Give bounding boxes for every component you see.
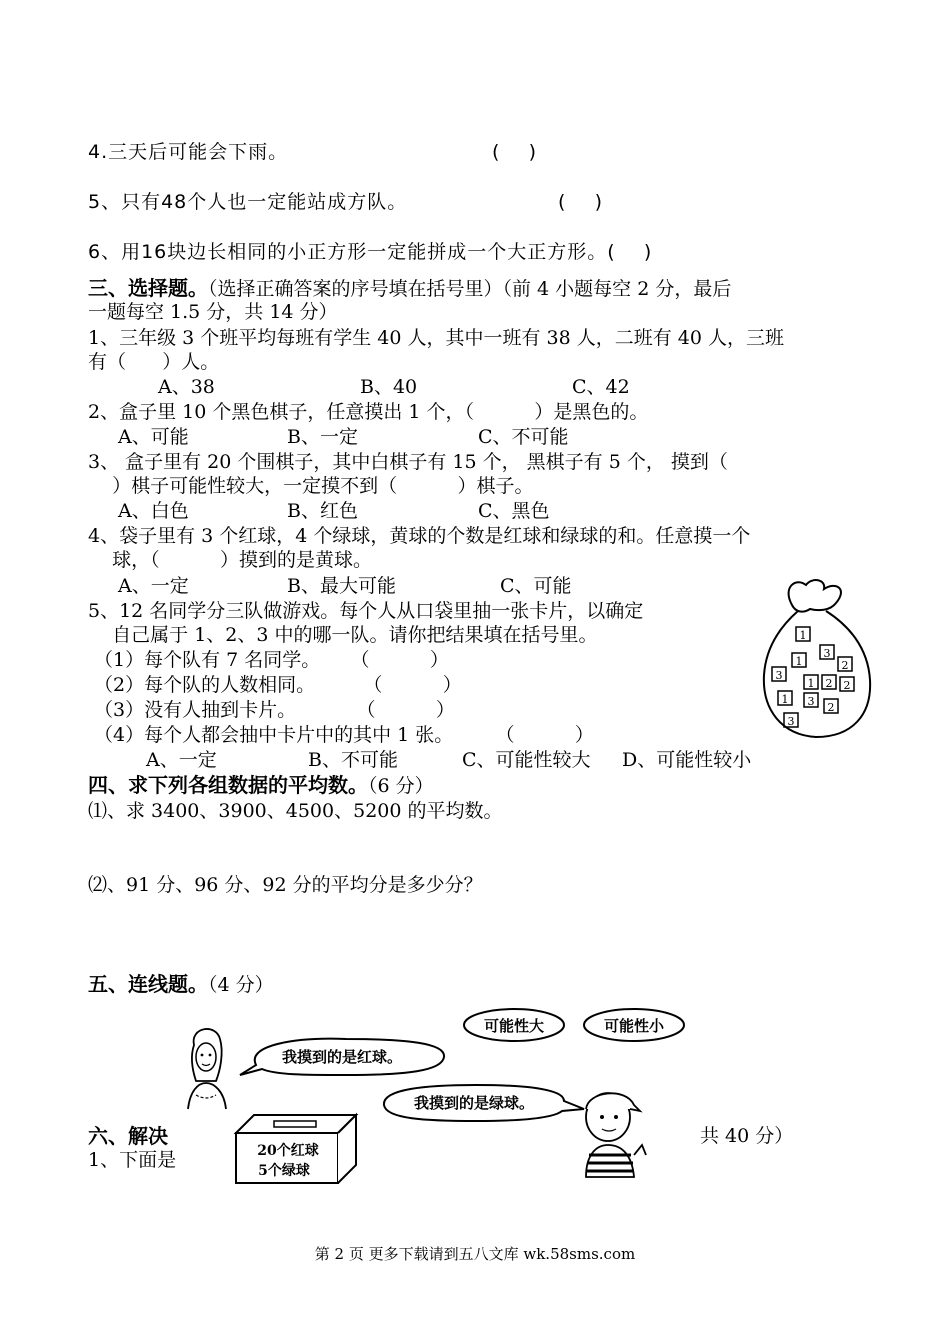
- bubble-small-label: 可能性小: [603, 1017, 665, 1035]
- bag-card: [822, 675, 836, 690]
- svg-text:3: 3: [807, 695, 815, 708]
- s3-q1-option-a: A、38: [158, 376, 215, 398]
- s3-q5-line2: 自己属于 1、2、3 中的哪一队。请你把结果填在括号里。: [88, 624, 598, 646]
- section6-title: 六、解决: [88, 1124, 168, 1148]
- section4-header: [88, 773, 434, 798]
- girl-speech-text: 我摸到的是红球。: [281, 1048, 403, 1066]
- s3-q3-line1: 3、 盒子里有 20 个围棋子，其中白棋子有 15 个， 黑棋子有 5 个， 摸到（: [88, 451, 728, 473]
- svg-text:2: 2: [827, 701, 835, 714]
- bag-card: [784, 713, 798, 728]
- section4-p2: ⑵、91 分、96 分、92 分的平均分是多少分？: [88, 874, 483, 896]
- matching-illustration: [176, 1005, 716, 1185]
- s3-q3-line2: ）棋子可能性较大，一定摸不到（ ）棋子。: [88, 475, 534, 497]
- svg-text:2: 2: [841, 659, 849, 672]
- section3-note-2: 一题每空 1.5 分，共 14 分）: [88, 301, 338, 323]
- bag-card: [840, 677, 854, 692]
- bag-card: [804, 675, 818, 690]
- section3-header-line: [88, 276, 731, 301]
- s3-q2-option-c: C、不可能: [478, 426, 569, 448]
- s3-q5-option-c: C、可能性较大: [462, 749, 591, 771]
- judge-q4-paren: ( ): [492, 141, 537, 163]
- svg-text:3: 3: [787, 715, 795, 728]
- bag-card: [838, 657, 852, 672]
- box-label-green: 5个绿球: [258, 1163, 310, 1179]
- s3-q5-item-1: （1）每个队有 7 名同学。 （ ）: [94, 649, 449, 671]
- section6-tail: 共 40 分）: [700, 1125, 794, 1147]
- svg-text:1: 1: [781, 693, 789, 706]
- svg-text:3: 3: [823, 647, 831, 660]
- section5-score: （4 分）: [208, 974, 274, 996]
- bag-card: [804, 693, 818, 708]
- bag-card: [824, 699, 838, 714]
- box-label-red: 20个红球: [257, 1143, 319, 1159]
- boy-speech-text: 我摸到的是绿球。: [413, 1094, 535, 1112]
- section4-p1: ⑴、求 3400、3900、4500、5200 的平均数。: [88, 800, 503, 822]
- section5-title: 五、连线题。: [88, 972, 208, 996]
- card-bag-illustration: [752, 575, 882, 745]
- judge-q4: 4.三天后可能会下雨。: [88, 141, 289, 163]
- bag-card: [820, 645, 834, 660]
- s3-q4-line1: 4、袋子里有 3 个红球，4 个绿球，黄球的个数是红球和绿球的和。任意摸一个: [88, 525, 751, 547]
- s3-q5-option-d: D、可能性较小: [622, 749, 752, 771]
- s3-q5-option-b: B、不可能: [308, 749, 398, 771]
- svg-text:1: 1: [795, 655, 803, 668]
- svg-text:3: 3: [775, 669, 783, 682]
- section4-title: 四、求下列各组数据的平均数。: [88, 773, 368, 797]
- s3-q4-line2: 球，（ ）摸到的是黄球。: [88, 549, 373, 571]
- s3-q2-option-a: A、可能: [118, 426, 189, 448]
- section5-header: [88, 972, 274, 997]
- s3-q1-line1: 1、三年级 3 个班平均每班有学生 40 人，其中一班有 38 人，二班有 40 人，三班: [88, 327, 785, 349]
- s3-q1-line2: 有（ ）人。: [88, 351, 220, 373]
- bag-card: [772, 667, 786, 682]
- judge-q5: 5、只有48个人也一定能站成方队。: [88, 191, 408, 213]
- bag-card: [778, 691, 792, 706]
- section6-header: [88, 1124, 168, 1149]
- boy-figure: [586, 1093, 646, 1177]
- s3-q5-item-2: （2）每个队的人数相同。 （ ）: [94, 674, 462, 696]
- judge-q5-paren: ( ): [558, 191, 603, 213]
- section4-score: （6 分）: [368, 775, 434, 797]
- s3-q2-line: 2、盒子里 10 个黑色棋子，任意摸出 1 个，（ ）是黑色的。: [88, 401, 649, 423]
- s3-q3-option-a: A、白色: [118, 500, 189, 522]
- svg-text:2: 2: [825, 677, 833, 690]
- s3-q3-option-b: B、红色: [287, 500, 358, 522]
- svg-text:1: 1: [807, 677, 815, 690]
- s3-q5-item-4: （4）每个人都会抽中卡片中的其中 1 张。 （ ）: [94, 724, 594, 746]
- s3-q1-option-b: B、40: [360, 376, 418, 398]
- s3-q4-option-c: C、可能: [500, 575, 572, 597]
- ball-box: [236, 1115, 356, 1183]
- s3-q3-option-c: C、黑色: [478, 500, 550, 522]
- section6-q1: 1、下面是: [88, 1149, 177, 1171]
- s3-q4-option-b: B、最大可能: [287, 575, 396, 597]
- s3-q5-option-a: A、一定: [146, 749, 217, 771]
- page-footer: 第 2 页 更多下载请到五八文库 wk.58sms.com: [314, 1245, 636, 1263]
- s3-q5-line1: 5、12 名同学分三队做游戏。每个人从口袋里抽一张卡片，以确定: [88, 600, 644, 622]
- s3-q5-item-3: （3）没有人抽到卡片。 （ ）: [94, 699, 455, 721]
- svg-text:1: 1: [799, 629, 807, 642]
- judge-q6: 6、用16块边长相同的小正方形一定能拼成一个大正方形。( ): [88, 241, 653, 263]
- section3-note-1: （选择正确答案的序号填在括号里）（前 4 小题每空 2 分，最后: [208, 278, 732, 300]
- s3-q2-option-b: B、一定: [287, 426, 358, 448]
- s3-q1-option-c: C、42: [572, 376, 630, 398]
- bubble-big-label: 可能性大: [483, 1017, 545, 1035]
- svg-text:2: 2: [843, 679, 851, 692]
- bag-card: [796, 627, 810, 642]
- section3-title: 三、选择题。: [88, 276, 208, 300]
- bag-card: [792, 653, 806, 668]
- girl-figure: [188, 1029, 226, 1109]
- s3-q4-option-a: A、一定: [118, 575, 189, 597]
